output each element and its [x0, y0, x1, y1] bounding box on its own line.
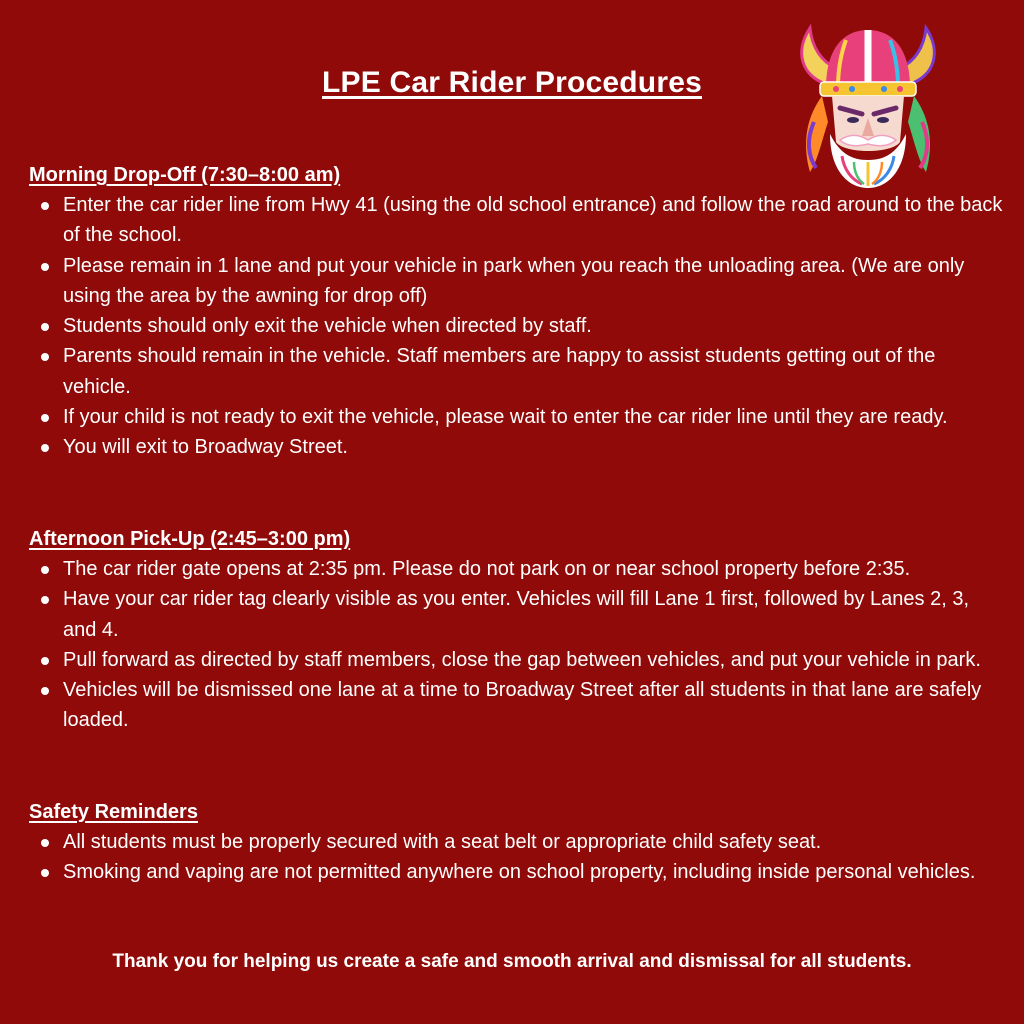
list-item-text: Parents should remain in the vehicle. Staff members are happy to assist students getting out of the vehicle. [63, 345, 936, 398]
bullet-icon [41, 839, 49, 847]
list-item [29, 402, 1004, 432]
bullet-icon [41, 353, 49, 361]
thank-you-footer: Thank you for helping us create a safe and smooth arrival and dismissal for all students. [112, 951, 912, 972]
bullet-list [29, 827, 1004, 888]
list-item-text: Smoking and vaping are not permitted anywhere on school property, including inside personal vehicles. [63, 861, 976, 884]
safety-reminders-section [29, 797, 1004, 888]
list-item [29, 432, 1004, 462]
bullet-icon [41, 869, 49, 877]
list-item-text: Have your car rider tag clearly visible as you enter. Vehicles will fill Lane 1 first, followed by Lanes 2, 3, and 4. [63, 588, 969, 641]
list-item [29, 645, 1004, 675]
list-item [29, 554, 1004, 584]
page-title: LPE Car Rider Procedures [322, 66, 702, 99]
list-item-text: Vehicles will be dismissed one lane at a time to Broadway Street after all students in that lane are safely loaded. [63, 679, 982, 732]
list-item [29, 190, 1004, 251]
section-heading: Safety Reminders [29, 801, 198, 823]
section-heading: Morning Drop-Off (7:30–8:00 am) [29, 164, 341, 186]
list-item [29, 827, 1004, 857]
bullet-icon [41, 444, 49, 452]
list-item [29, 341, 1004, 402]
list-item [29, 311, 1004, 341]
bullet-icon [41, 414, 49, 422]
section-heading: Afternoon Pick-Up (2:45–3:00 pm) [29, 528, 351, 550]
bullet-icon [41, 596, 49, 604]
bullet-list [29, 190, 1004, 463]
bullet-icon [41, 263, 49, 271]
list-item-text: All students must be properly secured with a seat belt or appropriate child safety seat. [63, 831, 822, 853]
afternoon-pick-up-section [29, 524, 1004, 736]
list-item-text: Pull forward as directed by staff members, close the gap between vehicles, and put your vehicle in park. [63, 648, 981, 671]
list-item [29, 251, 1004, 312]
bullet-list [29, 554, 1004, 736]
bullet-icon [41, 657, 49, 665]
list-item-text: Enter the car rider line from Hwy 41 (using the old school entrance) and follow the road around to the back of the school. [63, 194, 1003, 247]
bullet-icon [41, 566, 49, 574]
list-item [29, 857, 1004, 887]
list-item [29, 584, 1004, 645]
bullet-icon [41, 687, 49, 695]
bullet-icon [41, 323, 49, 331]
list-item-text: Please remain in 1 lane and put your vehicle in park when you reach the unloading area. (We are only using the area by the awning for drop off) [63, 254, 965, 307]
list-item [29, 675, 1004, 736]
bullet-icon [41, 202, 49, 210]
morning-drop-off-section [29, 160, 1004, 463]
list-item-text: Students should only exit the vehicle when directed by staff. [63, 315, 592, 338]
list-item-text: If your child is not ready to exit the vehicle, please wait to enter the car rider line until they are ready. [63, 406, 948, 429]
list-item-text: You will exit to Broadway Street. [63, 436, 348, 459]
list-item-text: The car rider gate opens at 2:35 pm. Please do not park on or near school property before 2:35. [63, 558, 911, 580]
